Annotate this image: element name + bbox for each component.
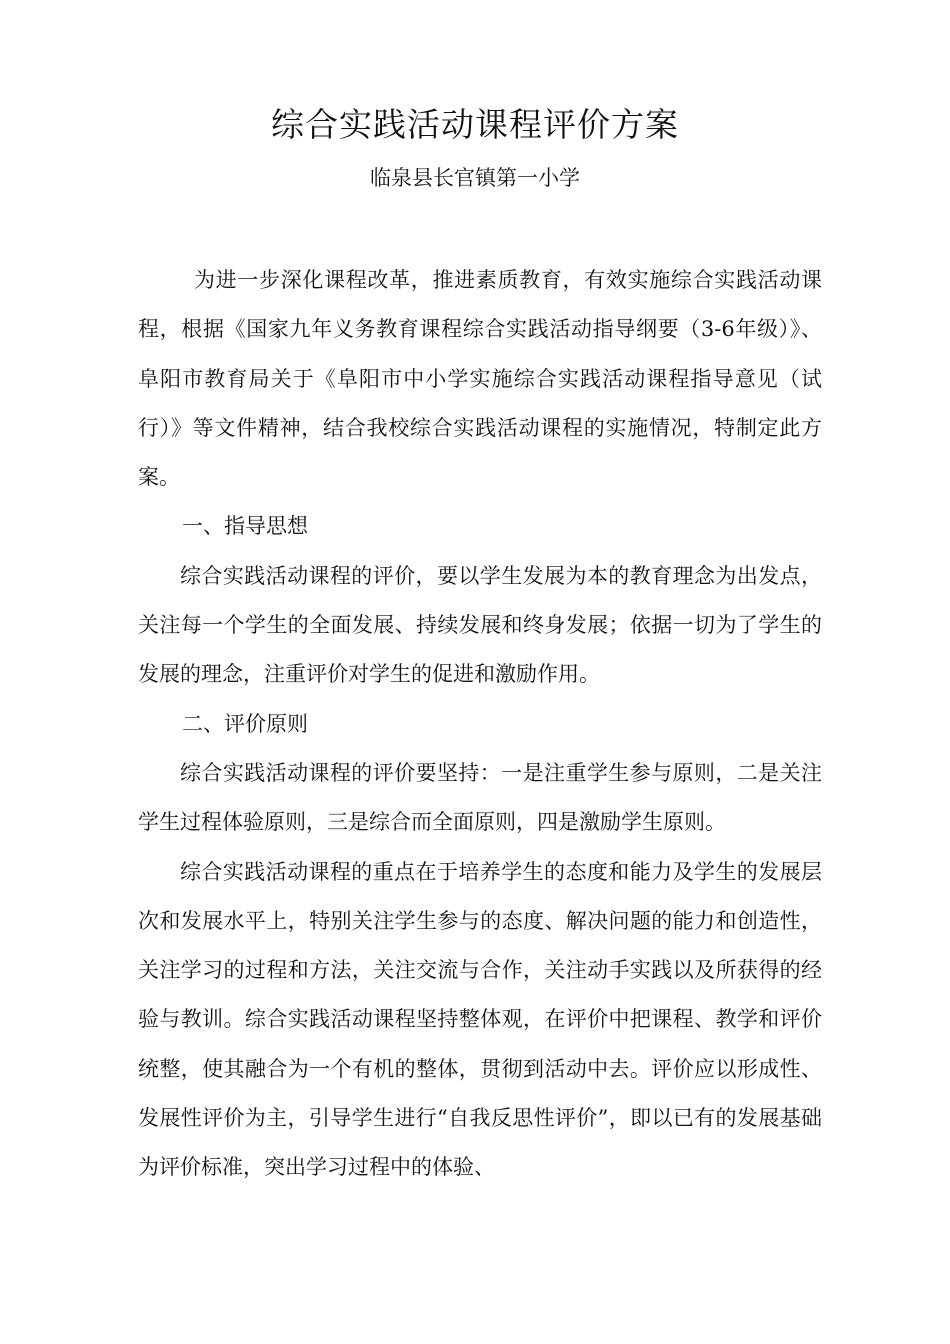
- document-body: [138, 256, 822, 1193]
- section-heading-evaluation-principles: 二、评价原则: [182, 711, 308, 736]
- school-name: 临泉县长官镇第一小学: [370, 166, 580, 190]
- section-heading-guiding-ideology: 一、指导思想: [182, 514, 308, 539]
- evaluation-focus-paragraph: 综合实践活动课程的重点在于培养学生的态度和能力及学生的发展层次和发展水平上，特别关注学生参与的态度、解决问题的能力和创造性，关注学习的过程和方法，关注交流与合作，关注动手实践以及所获得的经验与教训。综合实践活动课程坚持整体观，在评价中把课程、教学和评价统整，使其融合为一个有机的整体，贯彻到活动中去。评价应以形成性、发展性评价为主，引导学生进行“自我反思性评价”，即以已有的发展基础为评价标准，突出学习过程中的体验、: [138, 859, 822, 1180]
- document-title: 综合实践活动课程评价方案: [271, 105, 679, 144]
- evaluation-principles-paragraph: 综合实践活动课程的评价要坚持：一是注重学生参与原则，二是关注学生过程体验原则，三是综合而全面原则，四是激励学生原则。: [138, 760, 822, 835]
- intro-paragraph: 为进一步深化课程改革，推进素质教育，有效实施综合实践活动课程，根据《国家九年义务教育课程综合实践活动指导纲要（3-6年级）》、阜阳市教育局关于《阜阳市中小学实施综合实践活动课程指导意见（试行）》等文件精神，结合我校综合实践活动课程的实施情况，特制定此方案。: [138, 268, 822, 490]
- guiding-ideology-paragraph: 综合实践活动课程的评价，要以学生发展为本的教育理念为出发点，关注每一个学生的全面发展、持续发展和终身发展；依据一切为了学生的发展的理念，注重评价对学生的促进和激励作用。: [138, 563, 822, 687]
